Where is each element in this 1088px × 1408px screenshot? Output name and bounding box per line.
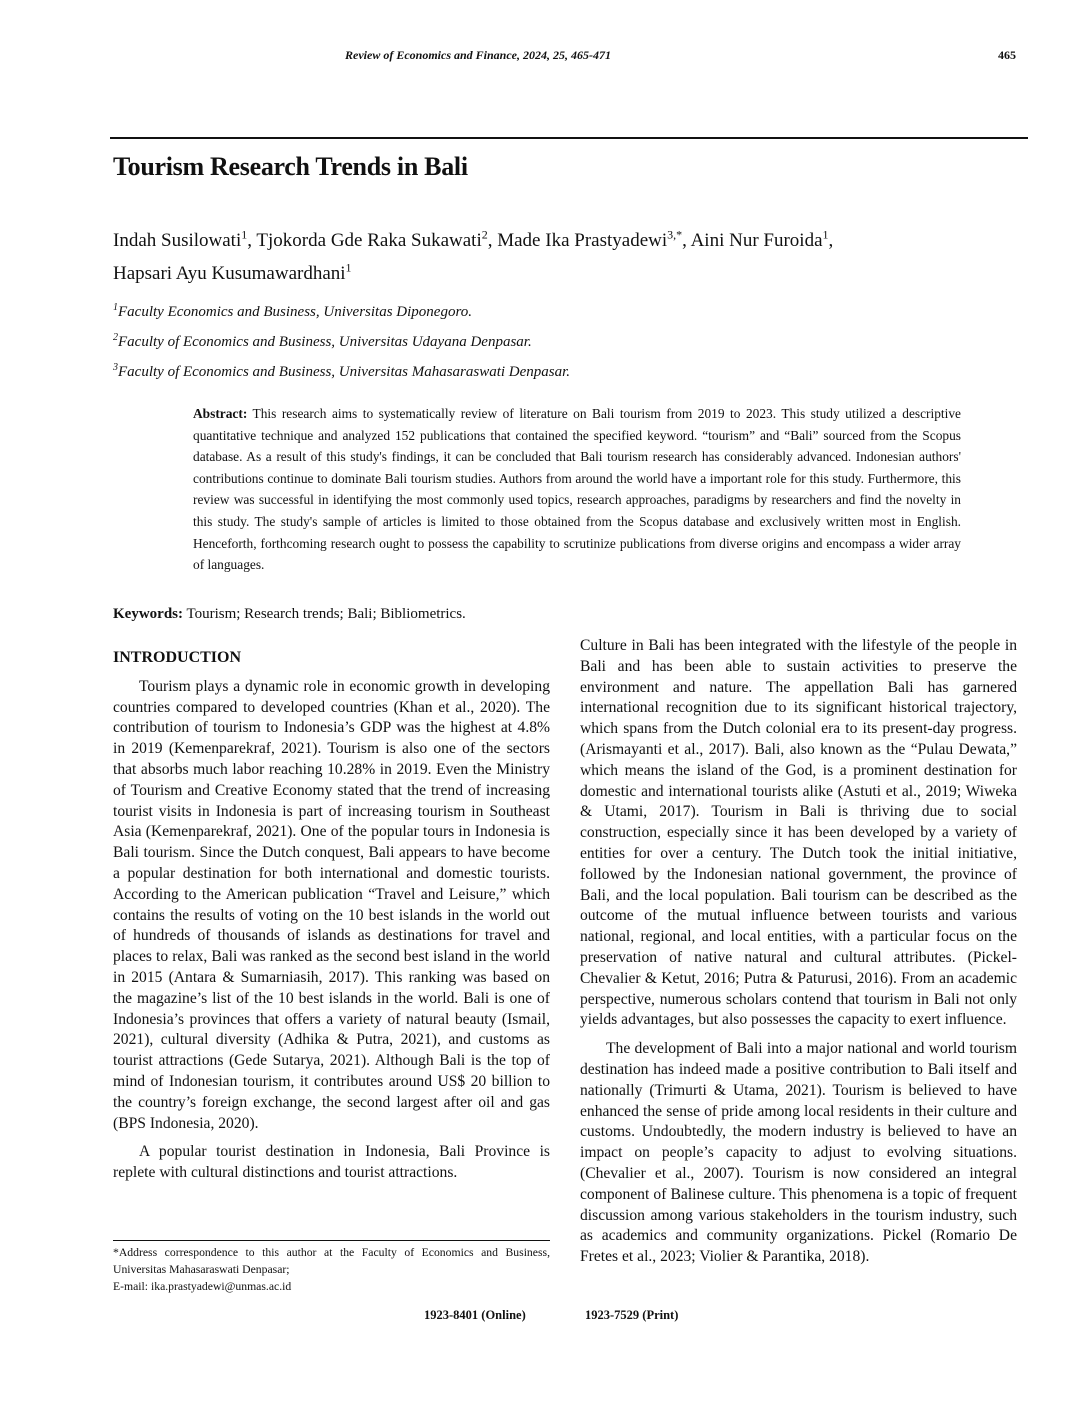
keywords [113,606,466,623]
abstract-label: Abstract: [193,406,248,421]
paper-title: Tourism Research Trends in Bali [113,152,468,181]
page-number: 465 [998,48,1016,62]
author: Hapsari Ayu Kusumawardhani$^1$ [113,260,352,284]
author: Made Ika Prastyadewi$^{3,*}$, [497,228,691,252]
paragraph: Tourism plays a dynamic role in economic growth in developing countries compared to developed countries (Khan et al., 2020). The contribution of tourism to Indonesia’s GDP was the highest at 4.8% in 2019 (Kemenparekraf, 2021). Tourism is also one of the sectors that absorbs much labor reaching 10.28% in 2019. Even the Ministry of Tourism and Creative Economy stated that the trend of increasing tourist visits in Indonesia is part of increasing tourism in Southeast Asia (Kemenparekraf, 2021). One of the popular tours in Indonesia is Bali tourism. Since the Dutch conquest, Bali appears to have become a popular destination for both international and domestic tourists. According to the American publication “Travel and Leisure,” which contains the results of voting on the 10 best islands in the world out of hundreds of thousands of islands as destinations for travel and places to relax, Bali was ranked as the second best island in the world in 2015 (Antara & Sumarniasih, 2017). This ranking was based on the magazine’s list of the 10 best islands in the world. Bali is one of Indonesia’s provinces that offers a variety of natural beauty (Ismail, 2021), cultural diversity (Adhika & Putra, 2021), and customs as tourist attractions (Gede Sutarya, 2021). Although Bali is the top of mind of Indonesian tourism, it contributes around US$ 20 billion to the country’s foreign exchange, the second largest after oil and gas (BPS Indonesia, 2020). [113,677,550,1132]
correspondence-footnote [113,1244,550,1295]
paragraph: A popular tourist destination in Indonesia, Bali Province is replete with cultural distinctions and tourist attractions. [113,1143,550,1182]
paragraph: The development of Bali into a major national and world tourism destination has indeed made a positive contribution to Bali itself and nationally (Trimurti & Utama, 2021). Tourism is believed to have enhanced the sense of pride among local residents in their culture and customs. Undoubtedly, the modern industry is believed to have an impact on people’s capacity to adjust to evolving situations. (Chevalier et al., 2007). Tourism is now considered an integral component of Balinese culture. This phenomena is a topic of frequent discussion among various stakeholders in the tourism industry, such as academics and community organizations. Pickel (Romario De Fretes et al., 2023; Violier & Parantika, 2018). [580,1040,1017,1266]
author: Tjokorda Gde Raka Sukawati$^2$, [256,228,498,252]
abstract-text: This research aims to systematically review of literature on Bali tourism from 2019 to 2023. This study utilized a descriptive quantitative technique and analyzed 152 publications that contained the specified keyword. “tourism” and “Bali” sourced from the Scopus database. As a result of this study's findings, it can be concluded that Bali tourism research has considerably advanced. Indonesian authors' contributions continue to dominate Bali tourism studies. Authors from around the world have a important role for this study. Furthermore, this review was successful in identifying the most commonly used topics, research approaches, paradigms by researchers and find the novelty in this study. The study's sample of articles is limited to those obtained from the Scopus database and exclusively written most in English. Henceforth, forthcoming research ought to possess the capability to scrutinize publications from diverse origins and encompass a wider array of languages. [193,406,961,573]
affiliation: $^3$Faculty of Economics and Business, Universitas Mahasaraswati Denpasar. [113,362,571,380]
header-rule [110,137,1028,139]
keywords-label: Keywords: [113,606,183,622]
issn-print: 1923-7529 (Print) [585,1308,679,1322]
left-column [113,648,550,1192]
issn-online: 1923-8401 (Online) [424,1308,526,1322]
correspondence-address: *Address correspondence to this author at the Faculty of Economics and Business, Universitas Mahasaraswati Denpasar; [113,1246,550,1276]
running-head: Review of Economics and Finance, 2024, 25, 465-471 [345,48,611,62]
section-heading-introduction: INTRODUCTION [113,649,242,666]
footnote-rule [113,1240,550,1241]
keywords-text: Tourism; Research trends; Bali; Bibliometrics. [183,606,466,622]
author-list [113,222,1028,287]
correspondence-email: E-mail: ika.prastyadewi@unmas.ac.id [113,1280,292,1293]
abstract [193,403,961,576]
author: Indah Susilowati$^1$, [113,228,257,252]
paragraph: Culture in Bali has been integrated with the lifestyle of the people in Bali and has been able to sustain activities to preserve the environment and nature. The appellation Bali has garnered international recognition due to its significant historical trajectory, which spans from the Dutch colonial era to its present-day progress. (Arismayanti et al., 2017). Bali, also known as the “Pulau Dewata,” which means the island of the God, is a prominent destination for domestic and international tourists alike (Astuti et al., 2019; Wiweka & Utami, 2017). Tourism in Bali is thriving due to social construction, especially since it has been developed by a variety of entities for over a century. The Dutch took the initial initiative, followed by the Indonesian national government, the province of Bali, and the local population. Bali tourism can be described as the outcome of the mutual influence between tourists and various national, regional, and local entities, with a particular focus on the preservation of native natural and cultural attributes. (Pickel-Chevalier & Ketut, 2016; Putra & Paturusi, 2016). From an academic perspective, numerous scholars contend that tourism in Bali not only yields advantages, but also possesses the capacity to exert influence. [580,637,1017,1029]
author: Aini Nur Furoida$^1$, [690,228,834,252]
affiliation: $^1$Faculty Economics and Business, Universitas Diponegoro. [113,302,472,320]
right-column [580,636,1017,1276]
affiliation: $^2$Faculty of Economics and Business, Universitas Udayana Denpasar. [113,332,532,350]
